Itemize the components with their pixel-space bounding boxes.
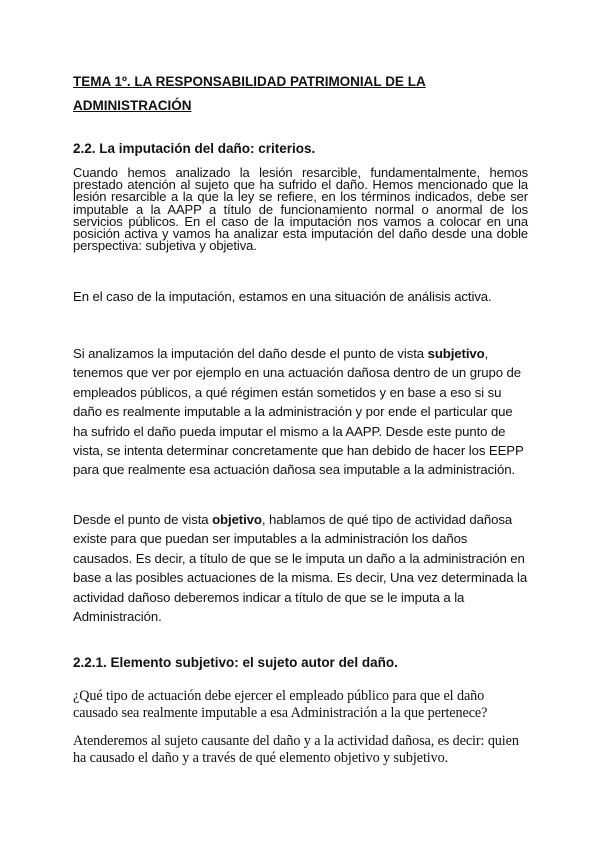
- paragraph-3: [73, 344, 528, 480]
- paragraph-3-bold-term: subjetivo: [427, 346, 485, 361]
- title-line-2: ADMINISTRACIÓN: [73, 98, 192, 113]
- section-heading: 2.2. La imputación del daño: criterios.: [73, 141, 316, 156]
- paragraph-3-text-end: , tenemos que ver por ejemplo en una actuación dañosa dentro de un grupo de empleados públicos, a qué régimen están sometidos y en base a eso si su daño es realmente imputable a la administración y por ende el particular que ha sufrido el daño pueda imputar el mismo a la AAPP. Desde este punto de vista, se intenta determinar concretamente que han debido de hacer los EEPP para que realmente esa actuación dañosa sea imputable a la administración.: [73, 346, 524, 478]
- paragraph-5: ¿Qué tipo de actuación debe ejercer el empleado público para que el daño causado sea realmente imputable a esa Administración a la que pertenece?: [73, 688, 488, 721]
- subsection-heading: 2.2.1. Elemento subjetivo: el sujeto autor del daño.: [73, 655, 398, 670]
- paragraph-4-bold-term: objetivo: [212, 512, 262, 527]
- paragraph-2: En el caso de la imputación, estamos en una situación de análisis activa.: [73, 289, 492, 304]
- title-line-1: TEMA 1º. LA RESPONSABILIDAD PATRIMONIAL DE LA: [73, 74, 426, 89]
- paragraph-4: [73, 510, 528, 626]
- paragraph-3-text-start: Si analizamos la imputación del daño desde el punto de vista: [73, 346, 428, 361]
- paragraph-4-text-end: , hablamos de qué tipo de actividad dañosa existe para que puedan ser imputables a la administración los daños causados. Es decir, a título de que se le imputa un daño a la administración en base a las posibles actuaciones de la misma. Es decir, Una vez determinada la actividad dañoso deberemos indicar a título de que se le imputa a la Administración.: [73, 512, 528, 625]
- paragraph-6: Atenderemos al sujeto causante del daño y a la actividad dañosa, es decir: quien ha causado el daño y a través de qué elemento objetivo y subjetivo.: [73, 733, 519, 766]
- paragraph-4-text-start: Desde el punto de vista: [73, 512, 213, 527]
- paragraph-1: Cuando hemos analizado la lesión resarcible, fundamentalmente, hemos prestado atención al sujeto que ha sufrido el daño. Hemos mencionado que la lesión resarcible a la que la ley se refiere, en los términos indicados, debe ser imputable a la AAPP a título de funcionamiento normal o anormal de los servicios públicos. En el caso de la imputación nos vamos a colocar en una posición activa y vamos ha analizar esta imputación del daño desde una doble perspectiva: subjetiva y objetiva.: [73, 165, 528, 254]
- document-title: [73, 70, 528, 118]
